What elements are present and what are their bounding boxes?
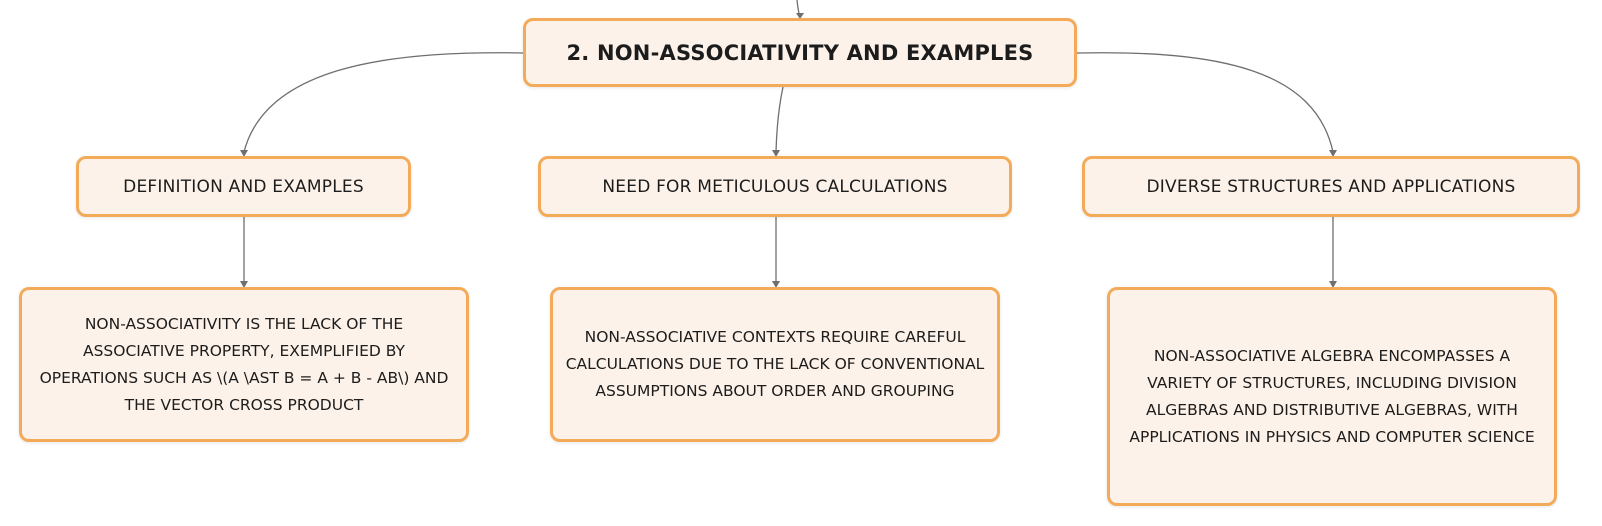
topic-node-label: NEED FOR METICULOUS CALCULATIONS xyxy=(602,176,948,197)
detail-node-structures[interactable] xyxy=(1107,287,1557,506)
connector-root-to-topic-1 xyxy=(244,53,523,152)
detail-node-definition[interactable] xyxy=(19,287,469,442)
root-node-label: 2. NON-ASSOCIATIVITY AND EXAMPLES xyxy=(566,40,1034,65)
topic-node-label: DIVERSE STRUCTURES AND APPLICATIONS xyxy=(1146,176,1516,197)
topic-node-calculations[interactable] xyxy=(538,156,1012,217)
detail-node-text: NON-ASSOCIATIVITY IS THE LACK OF THE ASSOCIATIVE PROPERTY, EXEMPLIFIED BY OPERATIONS SUCH AS \(A \AST B = A + B - AB\) AND THE VECTOR CROSS PRODUCT xyxy=(39,314,449,414)
detail-node-text: NON-ASSOCIATIVE CONTEXTS REQUIRE CAREFUL CALCULATIONS DUE TO THE LACK OF CONVENTIONAL ASSUMPTIONS ABOUT ORDER AND GROUPING xyxy=(565,328,985,400)
topic-node-structures[interactable] xyxy=(1082,156,1580,217)
connector-root-to-topic-2 xyxy=(776,87,783,152)
detail-node-text: NON-ASSOCIATIVE ALGEBRA ENCOMPASSES A VARIETY OF STRUCTURES, INCLUDING DIVISION ALGEBRAS AND DISTRIBUTIVE ALGEBRAS, WITH APPLICATIONS IN PHYSICS AND COMPUTER SCIENCE xyxy=(1129,346,1535,446)
topic-node-definition[interactable] xyxy=(76,156,411,217)
connector-root-to-topic-3 xyxy=(1077,53,1333,152)
root-node[interactable] xyxy=(523,18,1077,87)
topic-node-label: DEFINITION AND EXAMPLES xyxy=(123,176,364,197)
detail-node-calculations[interactable] xyxy=(550,287,1000,442)
